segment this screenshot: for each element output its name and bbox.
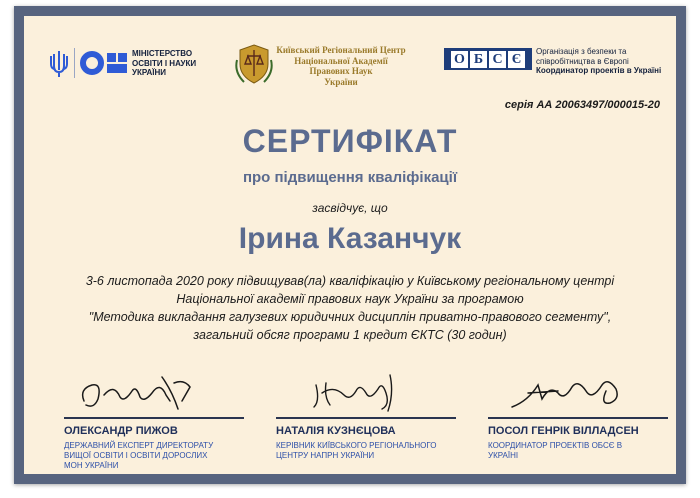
- signatory-name: НАТАЛІЯ КУЗНЄЦОВА: [276, 425, 396, 437]
- signature-1-icon: [74, 371, 224, 413]
- certifies-text: засвідчує, що: [312, 201, 388, 215]
- certificate: [24, 16, 676, 474]
- osce-letter: Б: [470, 51, 487, 68]
- body-line: "Методика викладання галузевих юридичних дисциплін приватно-правового сегменту",: [88, 310, 612, 324]
- academy-emblem-icon: [234, 42, 274, 86]
- body-line: 3-6 листопада 2020 року підвищував(ла) кваліфікацію у Київському регіональному центрі: [85, 274, 615, 288]
- recipient-name: Ірина Казанчук: [238, 222, 462, 255]
- signature-line: [488, 417, 668, 419]
- signatory-role: КЕРІВНИК КИЇВСЬКОГО РЕГІОНАЛЬНОГО ЦЕНТРУ НАПРН УКРАЇНИ: [276, 441, 437, 460]
- osce-letter: Є: [508, 51, 525, 68]
- signatory-role: ДЕРЖАВНИЙ ЕКСПЕРТ ДИРЕКТОРАТУ ВИЩОЇ ОСВІТИ І ОСВІТИ ДОРОСЛИХ МОН УКРАЇНИ: [64, 441, 214, 470]
- signature-3-icon: [498, 371, 648, 413]
- trident-icon: [50, 50, 68, 78]
- certificate-subtitle: про підвищення кваліфікації: [242, 169, 458, 186]
- series-number: серія АА 20063497/000015-20: [504, 99, 660, 111]
- signature-line: [64, 417, 244, 419]
- logo-divider: [74, 48, 75, 78]
- signatory-name: ПОСОЛ ГЕНРІК ВІЛЛАДСЕН: [488, 425, 639, 437]
- certificate-frame: [14, 6, 686, 484]
- osce-letter: С: [489, 51, 506, 68]
- signature-2-icon: [286, 371, 436, 413]
- certificate-body: [54, 272, 646, 344]
- ministry-mark-icon: [80, 50, 128, 76]
- body-line: Національної академії правових наук України за програмою: [176, 292, 524, 306]
- signature-line: [276, 417, 456, 419]
- osce-letter: О: [451, 51, 468, 68]
- signatory-name: ОЛЕКСАНДР ПИЖОВ: [64, 425, 178, 437]
- ministry-name: МІНІСТЕРСТВО ОСВІТИ І НАУКИ УКРАЇНИ: [132, 49, 197, 77]
- regional-center-name: Київський Регіональний Центр Національної Академії Правових Наук України: [276, 45, 406, 87]
- osce-name: Організація з безпеки та співробітництва в Європі Координатор проектів в Україні: [536, 47, 662, 75]
- body-line: загальний обсяг програми 1 кредит ЄКТС (30 годин): [193, 328, 507, 342]
- signatory-role: КООРДИНАТОР ПРОЕКТІВ ОБСЄ В УКРАЇНІ: [488, 441, 623, 460]
- certificate-title: СЕРТИФІКАТ: [242, 123, 458, 159]
- osce-logo: [444, 48, 532, 70]
